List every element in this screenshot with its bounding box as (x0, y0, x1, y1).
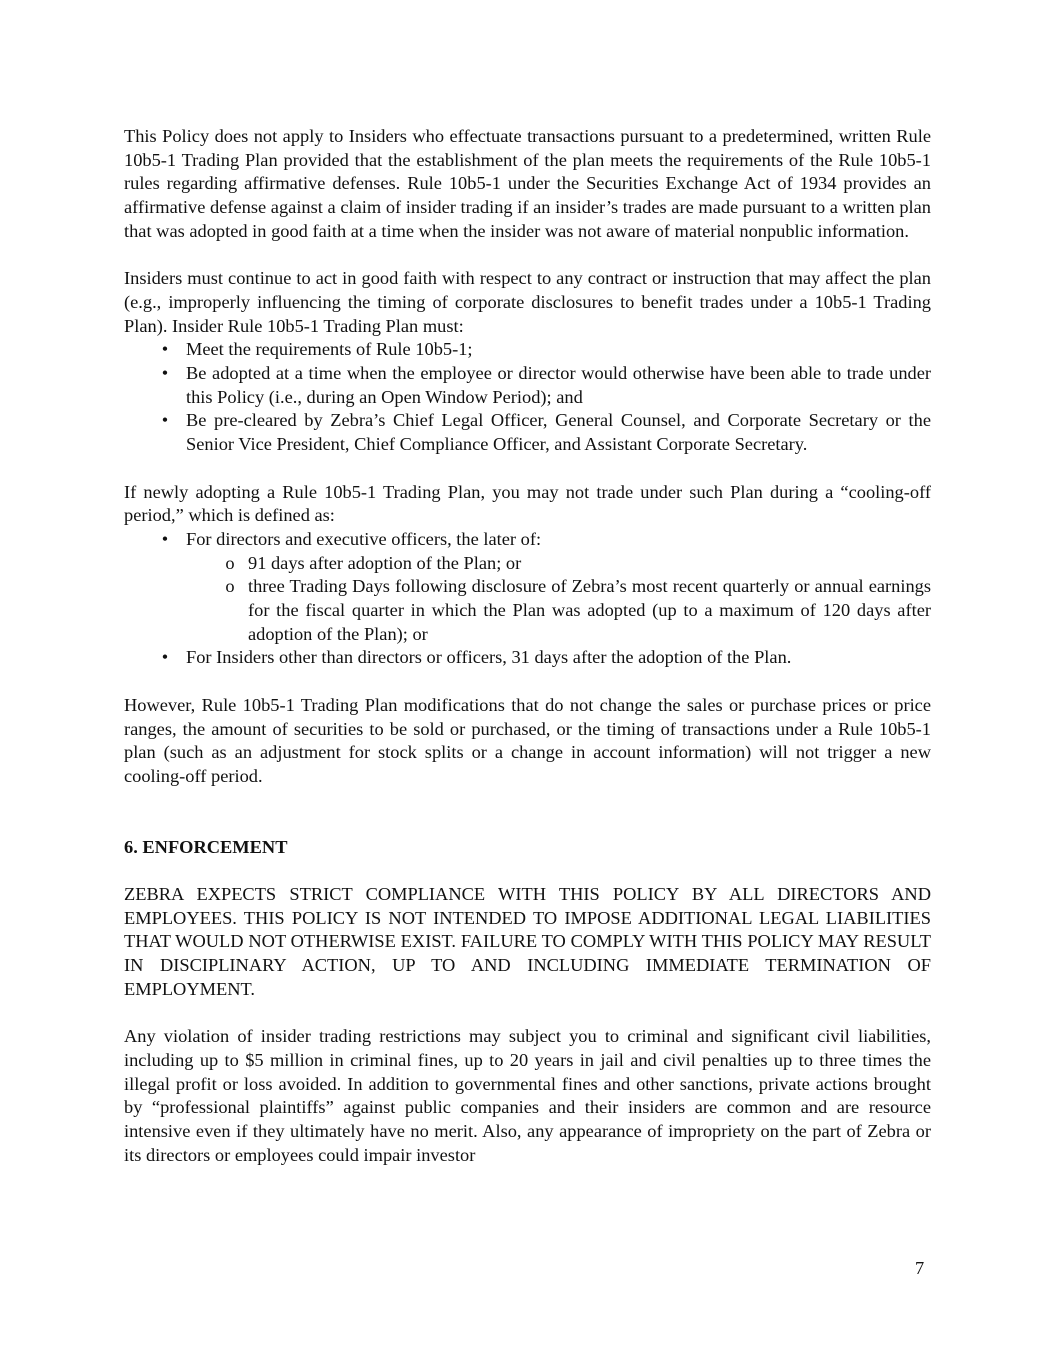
circle-bullet-icon: o (225, 552, 235, 573)
section-heading-enforcement: 6. ENFORCEMENT (124, 836, 288, 857)
list-item (161, 528, 931, 647)
sublist-item-text: 91 days after adoption of the Plan; or (248, 552, 522, 573)
list-item-text: Be pre-cleared by Zebra’s Chief Legal Officer, General Counsel, and Corporate Secretary or the Senior Vice President, Chief Compliance Officer, and Assistant Corporate Secretary. (186, 410, 931, 455)
page-body (124, 125, 931, 1167)
list-item (161, 409, 931, 456)
bullet-icon: • (161, 410, 169, 431)
paragraph-cooling-off: If newly adopting a Rule 10b5-1 Trading Plan, you may not trade under such Plan during a “cooling-off period,” which is defined as: (124, 481, 931, 526)
sublist-item (225, 552, 931, 576)
page-number: 7 (915, 1258, 925, 1278)
bullet-icon: • (161, 339, 169, 360)
cooling-off-sublist (186, 552, 931, 647)
list-item (161, 362, 931, 409)
cooling-off-list (124, 528, 931, 670)
sublist-item-text: three Trading Days following disclosure of Zebra’s most recent quarterly or annual earnings for the fiscal quarter in which the Plan was adopted (up to a maximum of 120 days after adoption of the Plan); or (248, 576, 931, 644)
paragraph-strict-compliance: ZEBRA EXPECTS STRICT COMPLIANCE WITH THIS POLICY BY ALL DIRECTORS AND EMPLOYEES. THIS POLICY IS NOT INTENDED TO IMPOSE ADDITIONAL LEGAL LIABILITIES THAT WOULD NOT OTHERWISE EXIST. FAILURE TO COMPLY WITH THIS POLICY MAY RESULT IN DISCIPLINARY ACTION, UP TO AND INCLUDING IMMEDIATE TERMINATION OF EMPLOYMENT. (124, 884, 931, 999)
list-item-text: For Insiders other than directors or officers, 31 days after the adoption of the Plan. (186, 647, 792, 668)
sublist-item (225, 575, 931, 646)
list-item-text: For directors and executive officers, the later of: (186, 528, 542, 549)
circle-bullet-icon: o (225, 576, 235, 597)
bullet-icon: • (161, 528, 169, 549)
list-item-text: Be adopted at a time when the employee or director would otherwise have been able to trade under this Policy (i.e., during an Open Window Period); and (186, 363, 931, 407)
paragraph-rule-10b5-1-exemption: This Policy does not apply to Insiders who effectuate transactions pursuant to a predetermined, written Rule 10b5-1 Trading Plan provided that the establishment of the plan meets the requirements of the Rule 10b5-1 rules regarding affirmative defenses. Rule 10b5-1 under the Securities Exchange Act of 1934 provides an affirmative defense against a claim of insider trading if an insider’s trades are made pursuant to a written plan that was adopted in good faith at a time when the insider was not aware of material nonpublic information. (124, 126, 931, 241)
plan-requirements-list (124, 338, 931, 457)
paragraph-violation-consequences: Any violation of insider trading restrictions may subject you to criminal and significant civil liabilities, including up to $5 million in criminal fines, up to 20 years in jail and civil penalties up to three times the illegal profit or loss avoided. In addition to governmental fines and other sanctions, private actions brought by “professional plaintiffs” against public companies and their insiders are common and are resource intensive even if they ultimately have no merit. Also, any appearance of impropriety on the part of Zebra or its directors or employees could impair investor (124, 1026, 931, 1165)
bullet-icon: • (161, 363, 169, 384)
paragraph-good-faith: Insiders must continue to act in good faith with respect to any contract or instruction that may affect the plan (e.g., improperly influencing the timing of corporate disclosures to benefit trades under a 10b5-1 Trading Plan). Insider Rule 10b5-1 Trading Plan must: (124, 268, 931, 336)
list-item-text: Meet the requirements of Rule 10b5-1; (186, 339, 473, 360)
bullet-icon: • (161, 647, 169, 668)
list-item (161, 338, 931, 362)
paragraph-modifications: However, Rule 10b5-1 Trading Plan modifications that do not change the sales or purchase prices or price ranges, the amount of securities to be sold or purchased, or the timing of transactions under a Rule 10b5-1 plan (such as an adjustment for stock splits or a change in account information) will not trigger a new cooling-off period. (124, 694, 931, 786)
list-item (161, 646, 931, 670)
